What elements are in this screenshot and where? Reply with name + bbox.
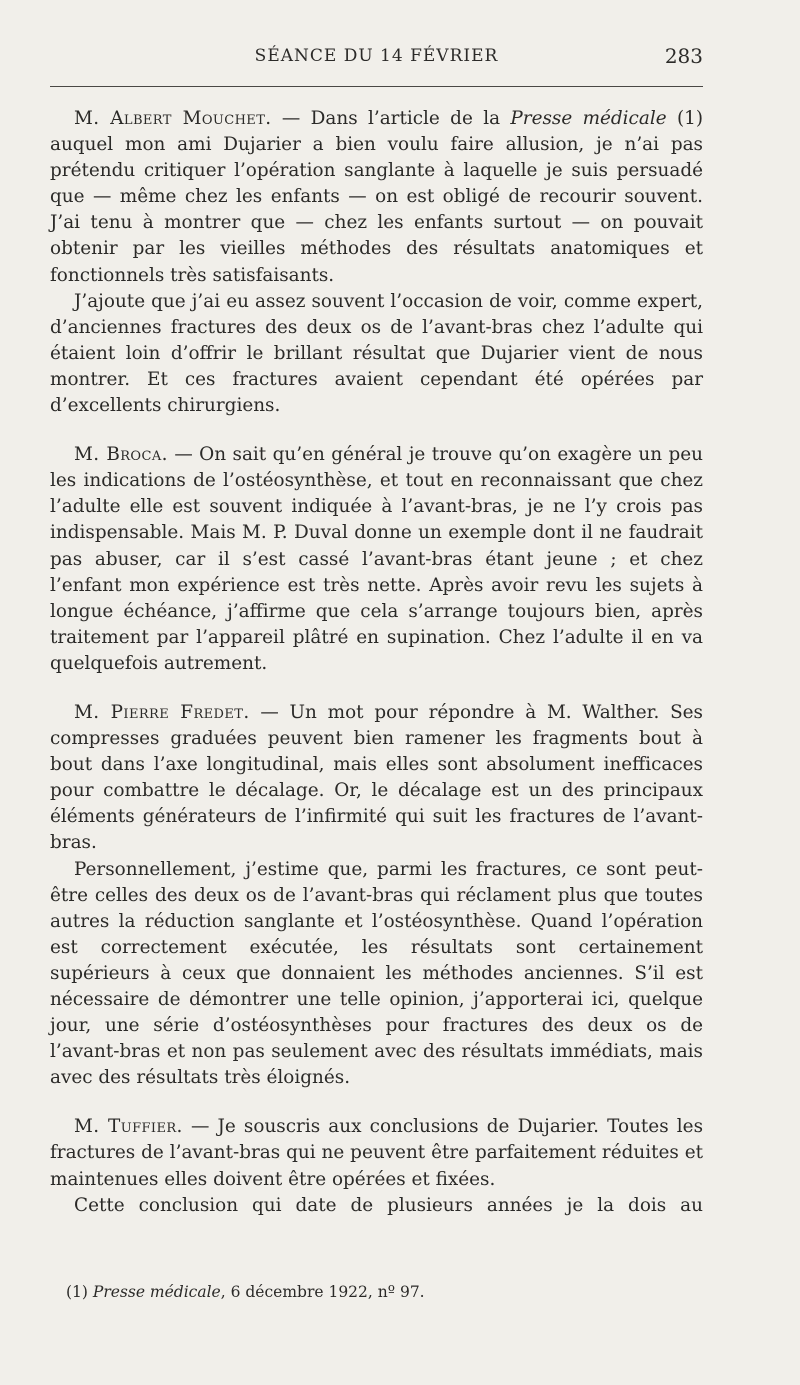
paragraph-fredet-continued xyxy=(50,857,703,1092)
page-header xyxy=(50,44,703,72)
footnote-marker: (1) xyxy=(66,1283,88,1301)
body-text xyxy=(50,106,703,1219)
paragraph-fredet xyxy=(50,700,703,857)
page-number: 283 xyxy=(664,44,703,68)
paragraph-mouchet xyxy=(50,106,703,289)
paragraph-mouchet-continued xyxy=(50,289,703,419)
header-rule xyxy=(50,86,703,87)
speaker-name: M. Albert Mouchet. xyxy=(74,108,272,129)
paragraph-text: J’ajoute que j’ai eu assez souvent l’occasion de voir, comme expert, d’anciennes fractures des deux os de l’avant-bras chez l’adulte qui étaient loin d’offrir le brillant résultat que Dujarier vient de nous montrer. Et ces fractures avaient cependant été opérées par d’excellents chirurgiens. xyxy=(50,290,703,417)
paragraph-text: — On sait qu’en général je trouve qu’on exagère un peu les indications de l’ostéosynthèse, et tout en reconnaissant que chez l’adulte elle est souvent indiquée à l’avant-bras, je ne l’y crois pas indispensable. Mais M. P. Duval donne un exemple dont il ne faudrait pas abuser, car il s’est cassé l’avant-bras étant jeune ; et chez l’enfant mon expérience est très nette. Après avoir revu les sujets à longue échéance, j’affirme que cela s’arrange toujours bien, après traitement par l’appareil plâtré en supination. Chez l’adulte il en va quelquefois autrement. xyxy=(50,444,704,674)
paragraph-tuffier xyxy=(50,1114,703,1192)
paragraph-text: Personnellement, j’estime que, parmi les fractures, ce sont peut-être celles des deux os de l’avant-bras qui réclament plus que toutes autres la réduction sanglante et l’ostéosynthèse. Quand l’opération est correctement exécutée, les résultats sont certainement supérieurs à ceux que donnaient les méthodes anciennes. S’il est nécessaire de démontrer une telle opinion, j’apporterai ici, quelque jour, une série d’ostéosynthèses pour fractures des deux os de l’avant-bras et non pas seulement avec des résultats immédiats, mais avec des résultats très éloignés. xyxy=(50,858,703,1089)
paragraph-broca xyxy=(50,442,703,677)
footnote xyxy=(66,1281,696,1303)
running-title: SÉANCE DU 14 FÉVRIER xyxy=(254,46,499,66)
journal-title: Presse médicale xyxy=(510,108,667,129)
paragraph-text: (1) auquel mon ami Dujarier a bien voulu faire allusion, je n’ai pas prétendu critiquer l’opération sanglante à laquelle je suis persuadé que — même chez les enfants — on est obligé de recourir souvent. J’ai tenu à montrer que — chez les enfants surtout — on pouvait obtenir par les vieilles méthodes des résultats anatomiques et fonctionnels très satisfaisants. xyxy=(50,108,704,286)
footnote-text: , 6 décembre 1922, nº 97. xyxy=(220,1283,425,1301)
speaker-name: M. Tuffier. xyxy=(74,1116,183,1138)
paragraph-tuffier-continued xyxy=(50,1193,703,1219)
speaker-name: M. Broca. xyxy=(74,444,168,466)
paragraph-text: — Dans l’article de la xyxy=(271,108,511,129)
speaker-name: M. Pierre Fredet. xyxy=(74,701,250,723)
paragraph-text: — Un mot pour répondre à M. Walther. Ses compresses graduées peuvent bien ramener les fragments bout à bout dans l’axe longitudinal, mais elles sont absolument inefficaces pour combattre le décalage. Or, le décalage est un des principaux éléments générateurs de l’infirmité qui suit les fractures de l’avant-bras. xyxy=(50,701,703,854)
paragraph-text: Cette conclusion qui date de plusieurs années je la dois au xyxy=(74,1194,703,1216)
paragraph-text: — Je souscris aux conclusions de Dujarier. Toutes les fractures de l’avant-bras qui ne peuvent être parfaitement réduites et maintenues elles doivent être opérées et fixées. xyxy=(50,1116,704,1190)
footnote-journal: Presse médicale xyxy=(92,1283,221,1301)
